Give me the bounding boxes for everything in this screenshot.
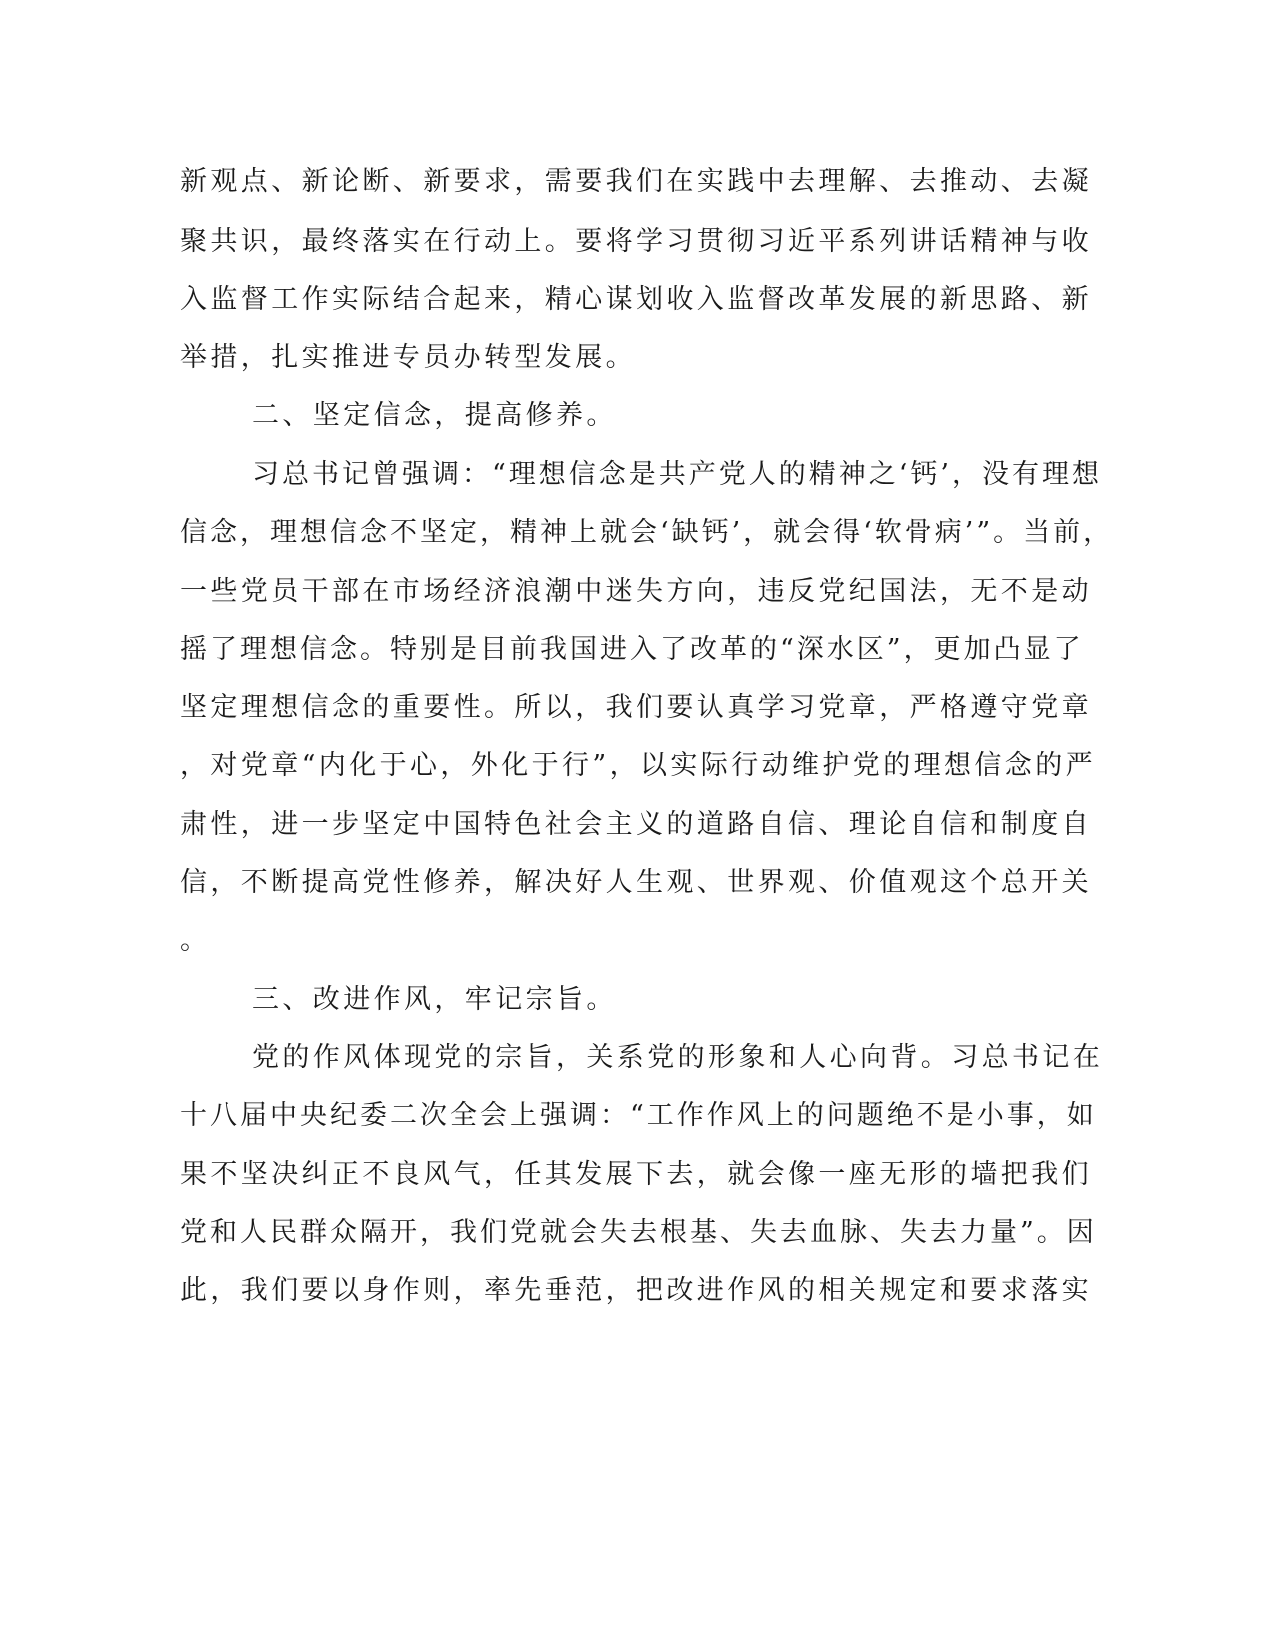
- text-line: 信念，理想信念不坚定，精神上就会‘缺钙’，就会得‘软骨病’”。当前，: [180, 517, 1114, 548]
- text-line: 肃性，进一步坚定中国特色社会主义的道路自信、理论自信和制度自: [180, 809, 1092, 840]
- text-line: 信，不断提高党性修养，解决好人生观、世界观、价值观这个总开关: [180, 867, 1092, 898]
- section-heading-2: 二、坚定信念，提高修养。: [252, 400, 617, 431]
- section-heading-3: 三、改进作风，牢记宗旨。: [252, 984, 617, 1015]
- text-line: 新观点、新论断、新要求，需要我们在实践中去理解、去推动、去凝: [180, 166, 1092, 197]
- text-line: 聚共识，最终落实在行动上。要将学习贯彻习近平系列讲话精神与收: [180, 226, 1092, 257]
- text-line: 入监督工作实际结合起来，精心谋划收入监督改革发展的新思路、新: [180, 284, 1092, 315]
- text-line: 此，我们要以身作则，率先垂范，把改进作风的相关规定和要求落实: [180, 1275, 1092, 1306]
- text-line: 果不坚决纠正不良风气，任其发展下去，就会像一座无形的墙把我们: [180, 1159, 1092, 1190]
- text-line: 党和人民群众隔开，我们党就会失去根基、失去血脉、失去力量”。因: [180, 1217, 1097, 1248]
- text-line: 。: [180, 925, 211, 956]
- text-line: 一些党员干部在市场经济浪潮中迷失方向，违反党纪国法，无不是动: [180, 576, 1092, 607]
- text-line: 习总书记曾强调：“理想信念是共产党人的精神之‘钙’，没有理想: [252, 459, 1102, 490]
- text-line: ，对党章“内化于心，外化于行”，以实际行动维护党的理想信念的严: [180, 750, 1097, 781]
- text-line: 党的作风体现党的宗旨，关系党的形象和人心向背。习总书记在: [252, 1042, 1104, 1073]
- text-line: 坚定理想信念的重要性。所以，我们要认真学习党章，严格遵守党章: [180, 692, 1092, 723]
- text-line: 举措，扎实推进专员办转型发展。: [180, 342, 636, 373]
- text-line: 十八届中央纪委二次全会上强调：“工作作风上的问题绝不是小事，如: [180, 1100, 1097, 1131]
- text-line: 摇了理想信念。特别是目前我国进入了改革的“深水区”，更加凸显了: [180, 634, 1084, 665]
